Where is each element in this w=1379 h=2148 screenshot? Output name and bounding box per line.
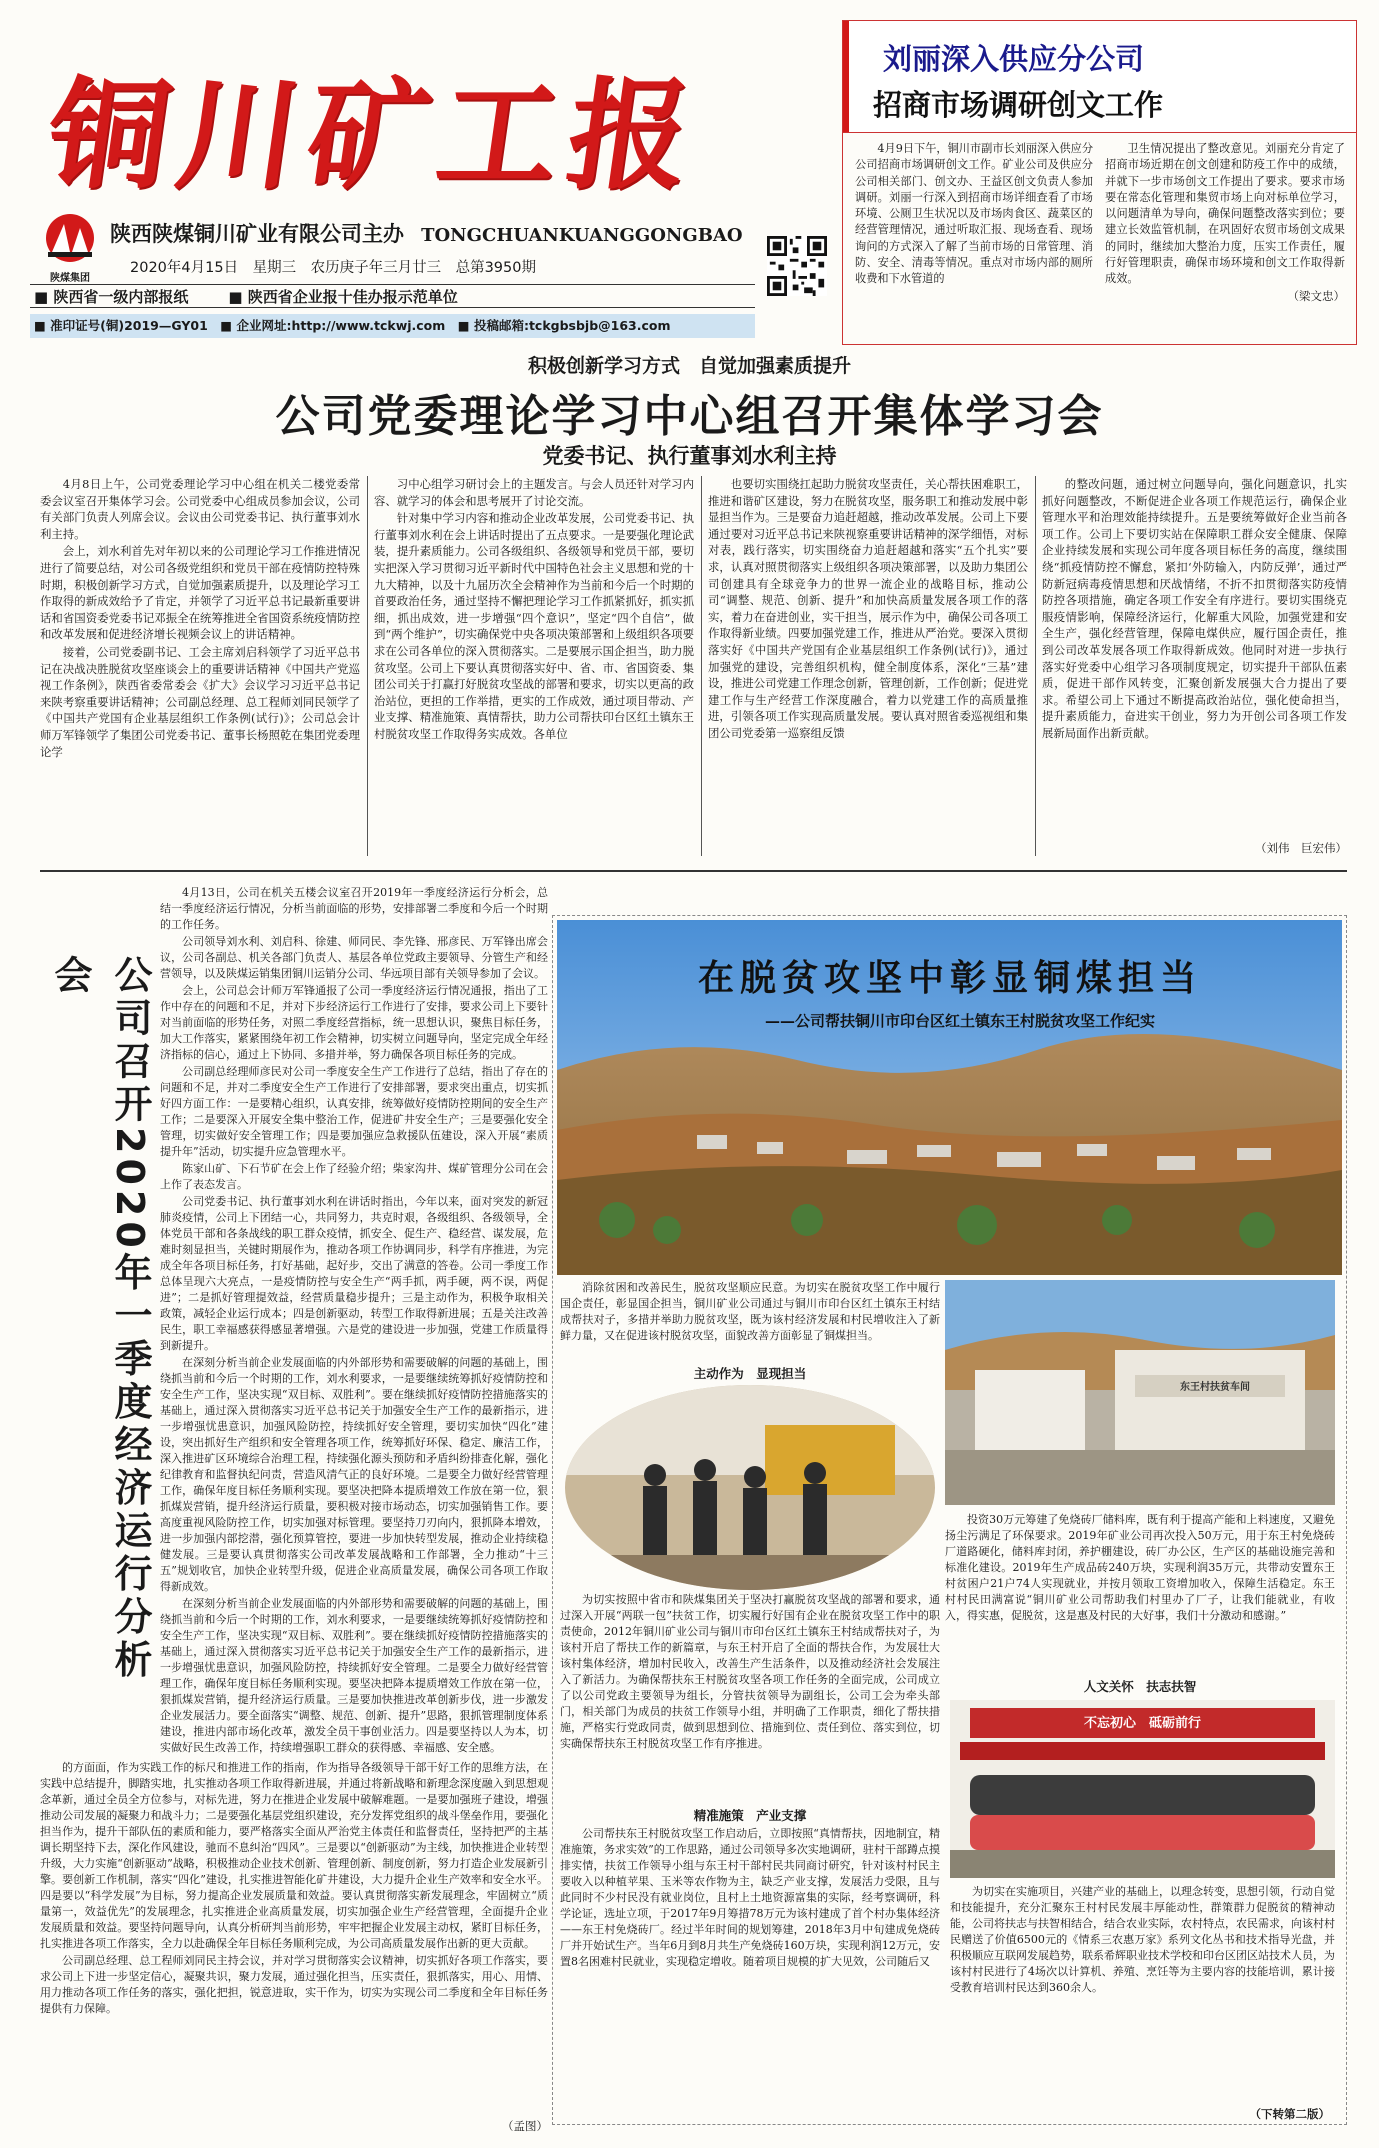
- feature-mid-text: 为切实按照中省市和陕煤集团关于坚决打赢脱贫攻坚战的部署和要求，通过深入开展“两联一包”扶贫工作，切实履行好国有企业在脱贫攻坚工作中的职责使命，2012年铜川矿业公司与铜川市印台区红土镇东王村结成帮扶对子，为该村开启了帮扶工作的新篇章，与东王村开启了全面的帮扶合作，为发展壮大该村集体经济，增加村民收入，改善生产生活条件，以及推动经济社会发展注入了新活力。为确保帮扶东王村脱贫攻坚各项工作任务的全面完成，公司成立了以公司党政主要领导为组长，分管扶贫领导为副组长，公司工会为牵头部门，相关部门为成员的扶贫工作领导小组，并明确了工作职责，细化了帮扶措施，严格实行党政同责，做到思想到位、措施到位、责任到位、落实到位，切实确保帮扶东王村脱贫攻坚工作有序推进。: [560, 1593, 940, 1750]
- feature-bottom-left-text: 公司帮扶东王村脱贫攻坚工作启动后，立即按照“真情帮扶，因地制宜，精准施策，务求实效”的工作思路，通过公司领导多次实地调研，驻村干部蹲点摸排实情，扶贫工作领导小组与东王村干部村民共同商讨研究，针对该村村民主要收入以种植苹果、玉米等农作物为主，缺乏产业支撑，发展活力受限，且与此同时不少村民没有就业岗位，且村上土地资源富集的实际，经考察调研，科学论证，选址立项，于2017年9月筹措78万元为该村建成了首个村办集体经济——东王村免烧砖厂。经过半年时间的规划筹建，2018年3月中旬建成免烧砖厂并开始试生产。当年6月到8月共生产免烧砖160万块，实现利润12万元，安置8名困难村民就业，实现稳定增收。随着项目规模的扩大见效，公司随后又: [560, 1827, 940, 1968]
- second-para: 在深刻分析当前企业发展面临的内外部形势和需要破解的问题的基础上，围绕抓当前和今后一个时期的工作，刘水利要求，一是要继续统筹抓好疫情防控和安全生产工作，坚决实现“双目标、双胜利”。要在继续抓好疫情防控措施落实的基础上，通过深入贯彻落实习近平总书记关于加强安全生产工作的最新指示，进一步增强忧患意识，加强风险防控，持续抓好安全管理。二是要全力做好经营管理工作，确保年度目标任务顺利实现。要坚决把降本提质增效工作放在第一位，狠抓煤炭营销，提升经济运行质量。三是要加快推进改革创新步伐，进一步激发企业发展活力。要全面落实“调整、规范、创新、提升”思路，狠抓管理制度体系建设，推进内部市场化改革，激发全员干事创业活力。四是要坚持以人为本，切实做好民生改善工作，持续增强职工群众的获得感、幸福感、安全感。: [160, 1597, 548, 1754]
- lead-col-4: [1042, 476, 1347, 838]
- second-top-col: [160, 885, 548, 1755]
- feature-photo-title: 在脱贫攻坚中彰显铜煤担当: [697, 957, 1202, 999]
- sponsor: 陕西陕煤铜川矿业有限公司主办: [110, 222, 404, 246]
- qr-code-icon: [767, 236, 827, 296]
- section-divider: [40, 870, 1347, 872]
- second-para: 4月13日，公司在机关五楼会议室召开2019年一季度经济运行分析会，总结一季度经济运行情况，分析当前面临的形势，安排部署二季度和今后一个时期的工作任务。: [160, 886, 548, 931]
- second-headline: 公司召开2020年一季度经济运行分析会: [48, 955, 152, 1683]
- second-vertical-title: [40, 955, 152, 1715]
- lead-para: 习中心组学习研讨会上的主题发言。与会人员还针对学习内容、就学习的体会和思考展开了讨论交流。: [374, 477, 694, 508]
- top-right-headline-box: [843, 21, 1356, 133]
- logo-emblem-icon: [38, 212, 102, 264]
- lead-para: 接着，公司党委副书记、工会主席刘启科领学了习近平总书记在决战决胜脱贫攻坚座谈会上的重要讲话精神《中国共产党巡视工作条例》，陕西省委常委会《扩大》会议学习习近平总书记来陕考察重要讲话精神；公司副总经理、总工程师刘同民领学了《中国共产党国有企业基层组织工作条例(试行)》；公司总会计师万军锋领学了集团公司党委书记、董事长杨照乾在集团党委理论学: [40, 644, 360, 759]
- feature-mid-col: [560, 1592, 940, 1804]
- factory-sign: 东王村扶贫车间: [1180, 1382, 1250, 1393]
- feature-bottom-left: [560, 1826, 940, 2118]
- top-right-headline-1: 刘丽深入供应分公司: [883, 42, 1145, 76]
- top-right-col-1: [855, 141, 1093, 337]
- lead-headline: 公司党委理论学习中心组召开集体学习会: [275, 391, 1104, 442]
- badge-row: [30, 284, 755, 308]
- company-logo: [38, 212, 102, 284]
- feature-bottom-right-text: 为切实在实施项目，兴建产业的基础上，以理念转变，思想引领，行动自觉和技能提升，充分汇聚东王村村民发展丰厚能动性，群策群力促脱贫的精神动能，公司将扶志与扶智相结合，结合农业实际，农村特点，农民需求，向该村村民赠送了价值6500元的《情系三农惠万家》系列文化丛书和技术指导光盘，并积极顺应互联网发展趋势，联系希辉职业技术学校和印台区团区站技术人员，为该村村民进行了4场次以计算机、养殖、烹饪等为主要内容的技能培训，累计接受教育培训村民达到360余人。: [950, 1885, 1335, 1994]
- feature-intro: [560, 1280, 940, 1360]
- feature-oval-photo: [565, 1385, 935, 1590]
- top-right-headline-2: 招商市场调研创文工作: [873, 88, 1164, 122]
- second-bottom-col: [40, 1760, 548, 2115]
- group-photo-banner: 不忘初心 砥砺前行: [1083, 1716, 1201, 1731]
- lead-subhead: 党委书记、执行董事刘水利主持: [542, 444, 837, 468]
- top-right-story: [842, 20, 1357, 345]
- sponsor-line: [110, 218, 743, 248]
- lead-para: 也要切实围绕扛起助力脱贫攻坚责任，关心帮扶困难职工，推进和谐矿区建设，努力在脱贫攻坚，服务职工和推动发展中彰显担当作为。三是要奋力追赶超越，推动改革发展。公司上下要通过要对习近平总书记来陕视察重要讲话精神的深学细悟，对标对表，践行落实，切实围绕奋力追赶超越和落实“五个扎实”要求，认真对照贯彻落实上级组织各项决策部署，以及助力集团公司创建具有全球竞争力的世界一流企业的战略目标，推动公司“调整、规范、创新、提升”和加快高质量发展各项工作的落实，着力在奋进创业，实干担当，展示作为中，确保公司各项工作取得新业绩。四要加强党建工作，推进从严治党。要深入贯彻落实好《中国共产党国有企业基层组织工作条例(试行)》，通过加强党的建设，完善组织机构，健全制度体系，深化“三基”建设，推进公司党建工作理念创新，管理创新，工作创新；促进党建工作与生产经营工作深度融合，着力以党建工作的高质量推进，引领各项工作实现高质量发展。要认真对照省委巡视组和集团公司党委第一巡察组反馈: [708, 477, 1028, 740]
- pinyin: TONGCHUANKUANGGONGBAO: [421, 225, 743, 246]
- feature-sub-3: 精准施策 产业支撑: [693, 1808, 807, 1823]
- feature-intro-text: 消除贫困和改善民生，脱贫攻坚顺应民意。为切实在脱贫攻坚工作中履行国企责任，彰显国企担当，铜川矿业公司通过与铜川市印台区红土镇东王村结成帮扶对子，多措并举助力脱贫攻坚，既为该村经济发展和村民增收注入了新鲜力量，又在促进该村脱贫攻坚，面貌改善方面彰显了铜煤担当。: [560, 1281, 940, 1342]
- second-byline: （孟图）: [502, 2119, 548, 2133]
- lead-kicker: 积极创新学习方式 自觉加强素质提升: [527, 355, 851, 377]
- newspaper-title: 铜川矿工报: [38, 65, 709, 206]
- masthead: [30, 30, 743, 350]
- continued-notice: （下转第二版）: [1249, 2107, 1330, 2121]
- lead-col-3: [708, 476, 1028, 856]
- feature-right-text: 投资30万元筹建了免烧砖厂储料库，既有利于提高产能和上料速度，又避免扬尘污满足了环保要求。2019年矿业公司再次投入50万元，用于东王村免烧砖厂道路硬化，储料库封闭，养护棚建设，砖厂办公区，生产区的基础设施完善和标准化建设。2019年生产成品砖240万块，实现利润35万元，共带动安置东王村贫困户21户74人实现就业，并按月领取工资增加收入，保障生活稳定。东王村村民田满富说“铜川矿业公司帮助我们村里办了厂子，让我们能就业，有收入，得实惠，促脱贫，这是惠及村民的大好事，我们十分激动和感谢。”: [945, 1513, 1335, 1622]
- column-rule: [367, 476, 368, 856]
- second-para: 公司领导刘水利、刘启科、徐建、师同民、李先锋、邢彦民、万军锋出席会议，公司各副总、机关各部门负责人、基层各单位党政主要领导、分管生产和经营领导，以及陕煤运销集团铜川运销分公司、华远项目部有关领导参加了会议。: [160, 935, 548, 980]
- lead-byline: （刘伟 巨宏伟）: [1255, 841, 1347, 855]
- lead-para: 4月8日上午，公司党委理论学习中心组在机关二楼党委常委会议室召开集体学习会。公司党委中心组成员参加会议，公司有关部门负责人列席会议。会议由公司党委书记、执行董事刘水利主持。: [40, 477, 360, 541]
- badge-top-ten: ■ 陕西省企业报十佳办报示范单位: [228, 287, 458, 306]
- second-para: 公司副总经理、总工程师刘同民主持会议，并对学习贯彻落实会议精神，切实抓好各项工作落实，要求公司上下进一步坚定信心，凝聚共识，聚力发展，通过强化担当，压实责任，狠抓落实，用心、用情、用力推动各项工作任务的落实，强化把担，锐意进取，实干作为，切实为实现公司二季度和全年目标任务提供有力保障。: [40, 1954, 548, 2015]
- second-para: 陈家山矿、下石节矿在会上作了经验介绍；柴家沟井、煤矿管理分公司在会上作了表态发言。: [160, 1162, 548, 1191]
- feature-sub-2: 人文关怀 扶志扶智: [1083, 1679, 1197, 1694]
- feature-photo-subtitle: ——公司帮扶铜川市印台区红土镇东王村脱贫攻坚工作纪实: [764, 1012, 1155, 1030]
- date-line: 2020年4月15日 星期三 农历庚子年三月廿三 总第3950期: [130, 260, 536, 276]
- top-right-text-1: 4月9日下午，铜川市副市长刘丽深入供应分公司招商市场调研创文工作。矿业公司及供应分公司相关部门、创文办、王益区创文负责人参加调研。刘丽一行深入到招商市场详细查看了市场环境、公厕卫生状况以及市场肉食区、蔬菜区的经营管理情况，通过听取汇报、现场查看、现场询问的方式深入了解了当前市场的日常管理、消防、安全、清毒等情况。重点对市场内部的厕所收费和下水管道的: [855, 142, 1093, 286]
- lead-col-2: [374, 476, 694, 856]
- feature-right-col: [945, 1512, 1335, 1674]
- top-right-byline: （梁文忠）: [1287, 288, 1345, 303]
- lead-para: 针对集中学习内容和推动企业改革发展，公司党委书记、执行董事刘水利在会上讲话时提出了五点要求。一是要强化理论武装，提升素质能力。公司各级组织、各级领导和党员干部，要切实把深入学习贯彻习近平新时代中国特色社会主义思想和党的十九大精神，以及十九届历次全会精神作为当前和今后一个时期的首要政治任务，通过坚持不懈把理论学习工作抓紧抓好，抓实抓细，抓出成效，进一步增强“四个意识”，坚定“四个自信”，做到“两个维护”，切实确保党中央各项决策部署和上级组织各项要求在公司各单位的深入贯彻落实。二是要展示国企担当，助力脱贫攻坚。公司上下要认真贯彻落实好中、省、市、省国资委、集团公司关于打赢打好脱贫攻坚战的部署和要求，切实以更高的政治站位，更担的工作举措，更实的工作成效，通过项目带动、产业支撑、精准施策、真情帮扶，助力公司帮扶印台区红土镇东王村脱贫攻坚工作取得务实成效。各单位: [374, 511, 694, 741]
- second-para: 公司党委书记、执行董事刘水利在讲话时指出，今年以来，面对突发的新冠肺炎疫情，公司上下团结一心，共同努力，共克时艰，各级组织、各级领导，全体党员干部和各条战线的职工群众疫情，抓安全、促生产、稳经营、谋发展，危难时刻显担当，关键时期展作为，推动各项工作协调同步，科学有序推进，为完成全年各项目标任务，打好基础，起好步，交出了满意的答卷。公司一季度工作总体呈现六大亮点，一是疫情防控与安全生产“两手抓，两手硬，两不误，两促进”；二是抓好管理提效益，经营质量稳步提升；三是主动作为，积极争取相关政策，减轻企业运行成本；四是创新驱动，转型工作取得新进展；五是关注改善民生，职工幸福感获得感显著增强。六是党的建设进一步加强，党建工作质量得到新提升。: [160, 1195, 548, 1352]
- column-rule: [1035, 476, 1036, 856]
- feature-sub-1: 主动作为 显现担当: [693, 1366, 807, 1381]
- visit-photo: [565, 1385, 935, 1590]
- top-right-col-2: [1105, 141, 1345, 337]
- second-para: 公司副总经理师彦民对公司一季度安全生产工作进行了总结，指出了存在的问题和不足，并对二季度安全生产工作进行了安排部署，要求突出重点，切实抓好四方面工作：一是要精心组织，认真安排，统筹做好疫情防控期间的安全生产工作；二是要深入开展安全集中整治工作，促进矿井安全生产；三是要强化安全管理，切实做好安全管理工作；四是要加强应急救援队伍建设，深入开展“素质提升年”活动，切实提升应急管理水平。: [160, 1065, 548, 1158]
- info-bar: ■ 准印证号(铜)2019—GY01 ■ 企业网址:http://www.tckwj.com ■ 投稿邮箱:tckgbsbjb@163.com: [30, 314, 755, 338]
- lead-col-1: [40, 476, 360, 856]
- second-para: 的方面面，作为实践工作的标尺和推进工作的指南，作为指导各级领导干部干好工作的思维方法，在实践中总结提升，脚踏实地，扎实推动各项工作取得新进展，并通过将新战略和新理念深度融入到思想观念革新，通过全员全方位参与，对标先进，努力在推进企业发展中破解难题。一是要加强班子建设，增强推动公司发展的凝聚力和战斗力；二是要强化基层党组织建设，充分发挥党组织的战斗堡垒作用，要强化担当作为，提升干部队伍的素质和能力，要严格落实全面从严治党主体责任和监督责任，坚持把严的主基调长期坚持下去，深化作风建设，驰而不息纠治“四风”。三是要以“创新驱动”为主线，加快推进企业转型升级，大力实施“创新驱动”战略，积极推动企业技术创新、管理创新、制度创新，努力打造企业发展新引擎。要创新工作机制，落实“四化”建设，扎实推进智能化矿井建设，大力提升企业生产效率和安全水平。四是要以“科学发展”为目标，努力提高企业发展质量和效益。要认真贯彻落实新发展理念，牢固树立“质量第一，效益优先”的发展理念，扎实推进企业高质量发展，切实加强企业生产经营管理，全面提升企业发展质量和效益。要坚持问题导向，认真分析研判当前形势，牢牢把握企业发展主动权，紧盯目标任务，扎实推进各项工作落实，全力以赴确保全年目标任务顺利完成，为公司高质量发展作出新的更大贡献。: [40, 1761, 548, 1950]
- second-para: 在深刻分析当前企业发展面临的内外部形势和需要破解的问题的基础上，围绕抓当前和今后一个时期的工作，刘水利要求，一是要继续统筹抓好疫情防控和安全生产工作，坚决实现“双目标、双胜利”。要在继续抓好疫情防控措施落实的基础上，通过深入贯彻落实习近平总书记关于加强安全生产工作的最新指示，进一步增强忧患意识，加强风险防控，持续抓好安全管理，要切实加快“四化”建设，突出抓好生产组织和安全管理各项工作，统筹抓好环保、稳定、廉洁工作，深入推进矿区环境综合治理工程，持续强化源头预防和矛盾纠纷排查化解，强化纪律教育和监督执纪问责，营造风清气正的良好环境。二是要全力做好经营管理工作，确保年度目标任务顺利实现。要坚决把降本提质增效工作放在第一位，狠抓煤炭营销，提升经济运行质量，要积极对接市场动态，切实加强销售工作。要高度重视风险防控工作，切实加强对标管理。要坚持刀刃向内，狠抓降本增效，进一步加强内部挖潜，强化预算管控，要进一步加快转型发展，推动企业持续稳健发展。三是要认真贯彻落实公司改革发展战略和工作部署，全力推动“十三五”规划收官，加快企业转型升级，促进企业高质量发展，确保公司各项工作取得新成效。: [160, 1356, 548, 1593]
- logo-text: 陕煤集团: [50, 273, 90, 284]
- column-rule: [701, 476, 702, 856]
- badge-provincial: ■ 陕西省一级内部报纸: [34, 287, 189, 306]
- qr-code: [767, 236, 827, 296]
- feature-bottom-right: [950, 1884, 1335, 2104]
- top-right-text-2: 卫生情况提出了整改意见。刘丽充分肯定了招商市场近期在创文创建和防疫工作中的成绩，并就下一步市场创文工作提出了要求。要求市场要在常态化管理和集贸市场上向对标单位学习，以问题清单为导向，确保问题整改落实到位；要建立长效监管机制，在巩固好农贸市场创文成果的同时，继续加大整治力度，压实工作责任，履行好管理职责，确保市场环境和创文工作取得新成效。: [1105, 142, 1345, 286]
- lead-para: 会上，刘水利首先对年初以来的公司理论学习工作推进情况进行了简要总结，对公司各级党组织和党员干部在疫情防控特殊时期，积极创新学习方式，自觉加强素质提升，以及理论学习工作取得的新成效给予了肯定，并领学了习近平总书记最新重要讲话和省国资委党委书记邓振全在统筹推进全省国资系统疫情防控和改革发展和促进经济增长视频会议上的讲话精神。: [40, 544, 360, 642]
- lead-para: 的整改问题，通过树立问题导向，强化问题意识，扎实抓好问题整改，不断促进企业各项工作规范运行，确保企业管理水平和治理效能持续提升。五是要统筹做好企业当前各项工作。公司上下要切实站在保障职工群众安全健康、保障企业持续发展和实现公司年度各项目标任务的高度，继续围绕“抓疫情防控不懈怠，紧扣‘外防输入，内防反弹’，通过严防新冠病毒疫情思想和厌战情绪，不折不扣贯彻落实防疫情防控各项措施，确定各项工作安全有序进行。要切实围绕克服疫情影响，保障经济运行，化解重大风险，加强党建和安全生产，强化经营管理，保障电煤供应，履行国企责任，推到公司改革发展各项工作取得新成效。他同时对进一步执行落实好党委中心组学习各项制度规定，切实提升干部队伍素质，促进干部作风转变，汇聚创新发展强大合力提出了要求。希望公司上下通过不断提高政治站位，强化使命担当，提升素质能力，奋进实干创业，努力为开创公司各项工作发展新局面作出新贡献。: [1042, 477, 1347, 740]
- second-para: 会上，公司总会计师万军锋通报了公司一季度经济运行情况通报，指出了工作中存在的问题和不足，并对下步经济运行工作进行了安排，要求公司上下要针对当前面临的形势任务，对照二季度经营指标，统一思想认识，聚焦目标任务，加大工作落实，紧紧围绕年初工作会精神，切实树立问题导向，坚定完成全年经济指标的信心，通过上下协同、多措并举，努力确保各项目标任务的完成。: [160, 984, 548, 1061]
